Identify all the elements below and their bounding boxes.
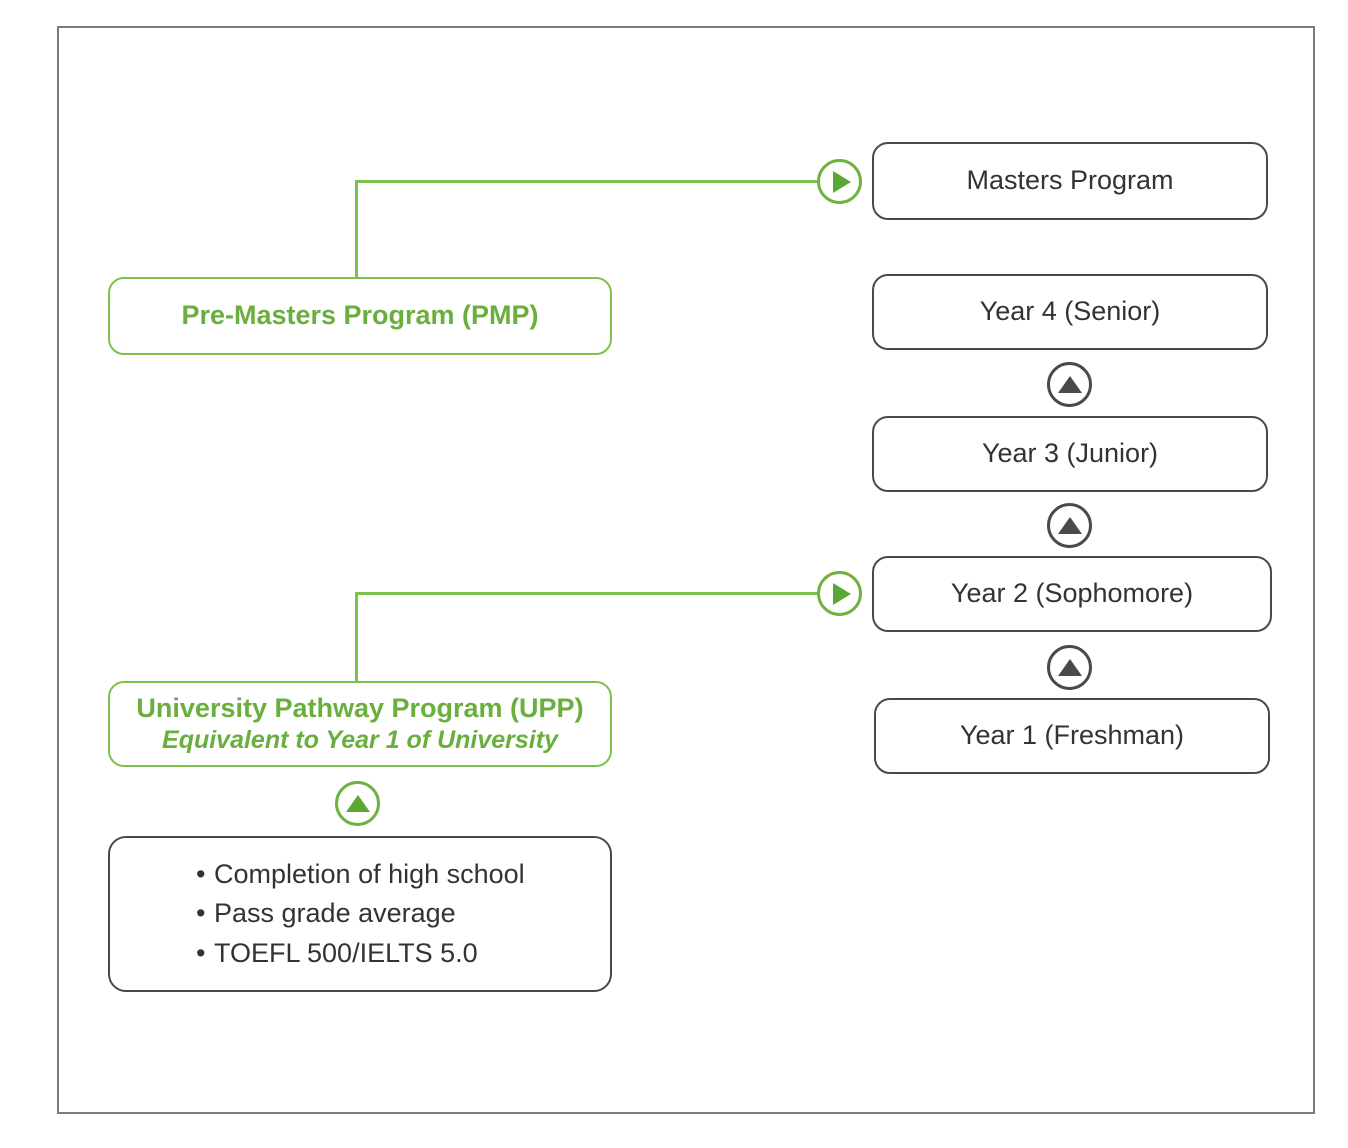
node-masters-program-label: Masters Program — [966, 165, 1174, 196]
node-university-pathway-program[interactable] — [108, 681, 612, 767]
node-year-4[interactable] — [872, 274, 1268, 350]
arrow-right-icon-pmp-to-masters — [817, 159, 862, 204]
triangle-up-glyph — [1058, 517, 1082, 534]
list-item — [196, 894, 610, 933]
connector-upp-horizontal — [355, 592, 825, 595]
triangle-up-glyph — [1058, 376, 1082, 393]
node-pre-masters-program-label: Pre-Masters Program (PMP) — [181, 300, 539, 331]
triangle-right-glyph — [833, 583, 851, 605]
node-year-1-label: Year 1 (Freshman) — [959, 720, 1185, 751]
connector-upp-vertical — [355, 592, 358, 694]
entry-requirement-0: Completion of high school — [214, 858, 525, 889]
arrow-right-icon-upp-to-year2 — [817, 571, 862, 616]
node-upp-sublabel: Equivalent to Year 1 of University — [162, 725, 558, 754]
node-masters-program[interactable] — [872, 142, 1268, 220]
arrow-up-icon-year2-to-year3 — [1047, 503, 1092, 548]
connector-pmp-vertical — [355, 180, 358, 285]
bullet-icon: • — [196, 937, 206, 968]
connector-pmp-horizontal — [355, 180, 825, 183]
entry-requirement-1: Pass grade average — [214, 898, 456, 929]
list-item — [196, 855, 610, 894]
triangle-right-glyph — [833, 171, 851, 193]
triangle-up-glyph — [1058, 659, 1082, 676]
node-year-3[interactable] — [872, 416, 1268, 492]
node-entry-requirements[interactable] — [108, 836, 612, 992]
node-year-2[interactable] — [872, 556, 1272, 632]
node-year-1[interactable] — [874, 698, 1270, 774]
list-item — [196, 934, 610, 973]
triangle-up-glyph — [346, 795, 370, 812]
arrow-up-icon-requirements-to-upp — [335, 781, 380, 826]
bullet-icon: • — [196, 898, 206, 929]
node-year-4-label: Year 4 (Senior) — [979, 296, 1161, 327]
node-pre-masters-program[interactable] — [108, 277, 612, 355]
arrow-up-icon-year3-to-year4 — [1047, 362, 1092, 407]
bullet-icon: • — [196, 858, 206, 889]
entry-requirement-2: TOEFL 500/IELTS 5.0 — [214, 937, 478, 968]
arrow-up-icon-year1-to-year2 — [1047, 645, 1092, 690]
node-year-3-label: Year 3 (Junior) — [981, 438, 1159, 469]
node-upp-label: University Pathway Program (UPP) — [136, 693, 584, 724]
node-year-2-label: Year 2 (Sophomore) — [950, 578, 1194, 609]
